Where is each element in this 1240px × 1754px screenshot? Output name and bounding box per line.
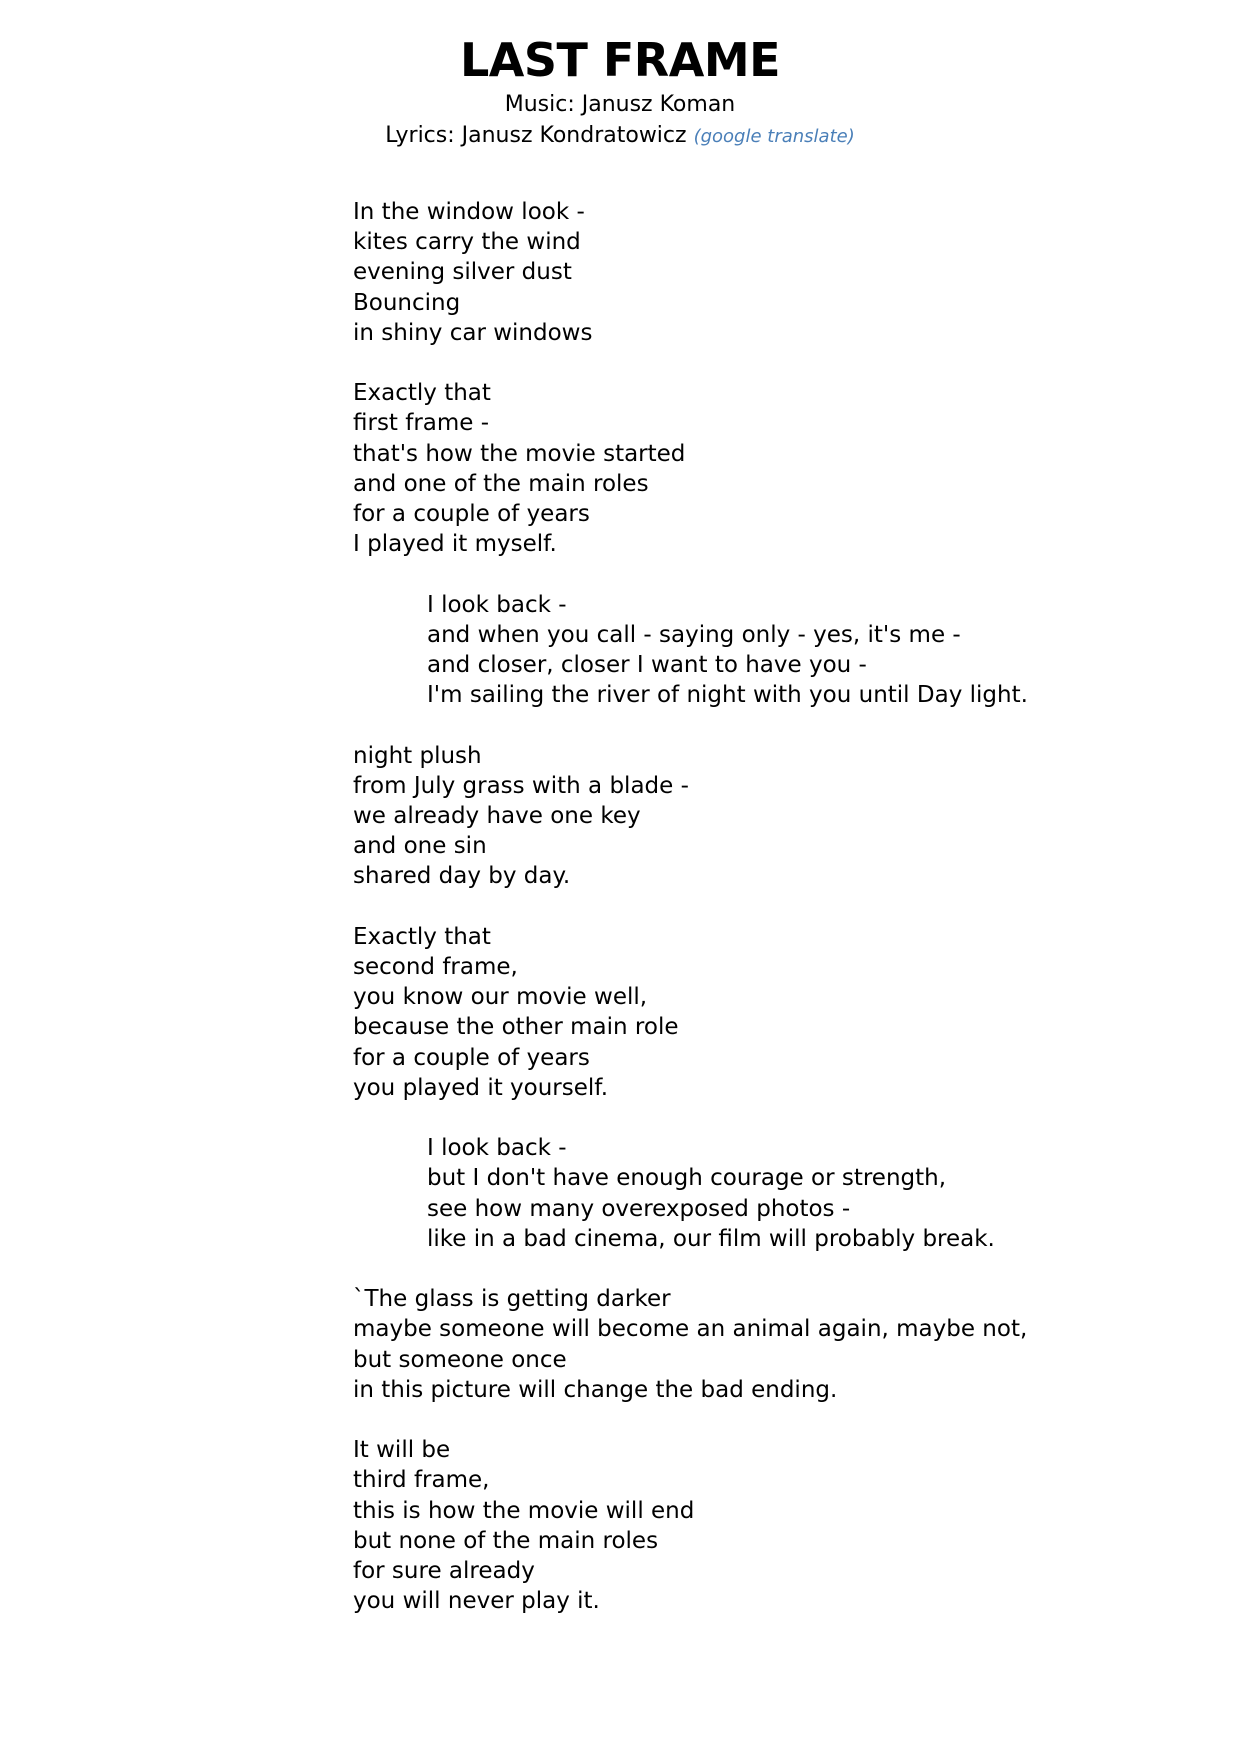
lyric-line: but I don't have enough courage or strength,: [427, 1165, 947, 1192]
stanza-refrain-1: [353, 590, 1153, 711]
lyric-line: third frame,: [353, 1467, 490, 1494]
lyric-line: Exactly that: [353, 923, 491, 950]
lyric-line: and when you call - saying only - yes, it's me -: [427, 621, 961, 648]
stanza-verse-1: [353, 197, 1153, 348]
lyric-line: first frame -: [353, 410, 490, 437]
lyric-line: Exactly that: [353, 380, 491, 407]
lyric-line: that's how the movie started: [353, 440, 686, 467]
lyric-line: you know our movie well,: [353, 984, 648, 1011]
lyrics-credit: [0, 121, 1240, 152]
lyric-line: for a couple of years: [353, 1044, 590, 1071]
lyric-line: second frame,: [353, 954, 518, 981]
lyric-line: `The glass is getting darker: [353, 1286, 671, 1313]
lyric-line: and one sin: [353, 833, 487, 860]
stanza-refrain-2: [353, 1133, 1153, 1254]
music-credit: [0, 90, 1240, 120]
lyric-line: I look back -: [427, 591, 567, 618]
lyric-line: I look back -: [427, 1135, 567, 1162]
lyric-line: for sure already: [353, 1558, 535, 1585]
translation-note: (google translate): [693, 126, 855, 147]
lyric-line: kites carry the wind: [353, 229, 581, 256]
stanza-verse-2: [353, 378, 1153, 559]
lyric-line: I played it myself.: [353, 531, 557, 558]
lyric-line: shared day by day.: [353, 863, 571, 890]
lyric-line: evening silver dust: [353, 259, 572, 286]
lyric-line: in this picture will change the bad ending.: [353, 1376, 838, 1403]
stanza-verse-5: [353, 1284, 1153, 1405]
lyric-line: like in a bad cinema, our film will probably break.: [427, 1225, 995, 1252]
stanza-verse-6: [353, 1435, 1153, 1616]
lyric-line: for a couple of years: [353, 501, 590, 528]
stanza-verse-4: [353, 922, 1153, 1103]
lyric-line: It will be: [353, 1437, 451, 1464]
music-credit-text: Music: Janusz Koman: [504, 92, 736, 117]
lyric-line: and closer, closer I want to have you -: [427, 652, 867, 679]
stanza-verse-3: [353, 741, 1153, 892]
lyrics-credit-text: Lyrics: Janusz Kondratowicz: [385, 123, 687, 148]
lyric-line: you played it yourself.: [353, 1074, 609, 1101]
song-title: LAST FRAME: [459, 33, 781, 87]
lyric-line: you will never play it.: [353, 1588, 600, 1615]
lyric-line: see how many overexposed photos -: [427, 1195, 851, 1222]
lyric-line: but someone once: [353, 1346, 567, 1373]
lyric-line: this is how the movie will end: [353, 1497, 695, 1524]
lyric-line: and one of the main roles: [353, 470, 649, 497]
lyrics-body: [353, 197, 1153, 1647]
lyric-line: we already have one key: [353, 803, 641, 830]
lyric-line: I'm sailing the river of night with you until Day light.: [427, 682, 1028, 709]
lyric-line: in shiny car windows: [353, 319, 593, 346]
lyric-line: because the other main role: [353, 1014, 679, 1041]
lyric-line: night plush: [353, 742, 482, 769]
lyric-line: maybe someone will become an animal again, maybe not,: [353, 1316, 1028, 1343]
lyric-line: from July grass with a blade -: [353, 772, 689, 799]
lyric-line: Bouncing: [353, 289, 461, 316]
lyric-line: but none of the main roles: [353, 1527, 659, 1554]
lyric-line: In the window look -: [353, 199, 585, 225]
